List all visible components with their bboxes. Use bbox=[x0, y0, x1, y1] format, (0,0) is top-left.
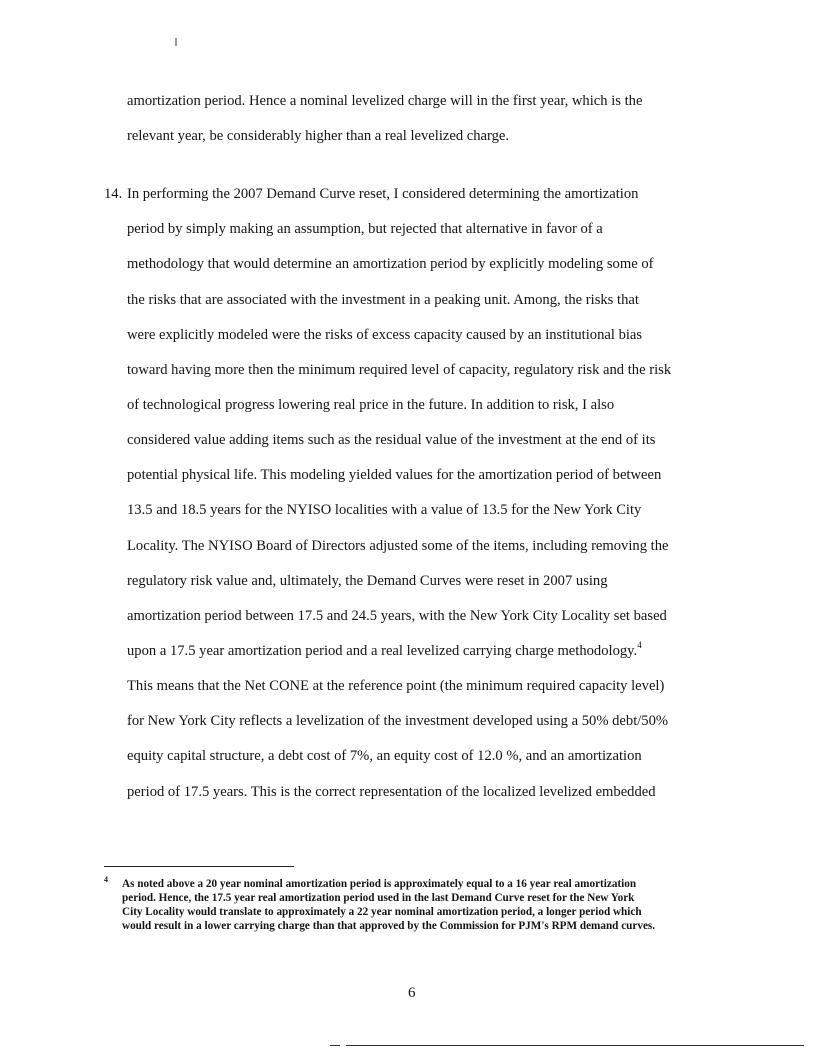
text-line: relevant year, be considerably higher than a real levelized charge. bbox=[127, 128, 510, 144]
scan-bottom-rule bbox=[346, 1045, 804, 1046]
footnote-line: As noted above a 20 year nominal amortization period is approximately equal to a 16 year real amortization bbox=[122, 878, 637, 890]
text-line: regulatory risk value and, ultimately, the Demand Curves were reset in 2007 using bbox=[127, 573, 608, 589]
text-line: 13.5 and 18.5 years for the NYISO localities with a value of 13.5 for the New York City bbox=[127, 502, 642, 518]
text-line-with-footnote bbox=[127, 640, 642, 660]
footnote-reference[interactable]: 4 bbox=[637, 640, 642, 651]
text-line: considered value adding items such as the residual value of the investment at the end of its bbox=[127, 432, 656, 448]
text-line: period of 17.5 years. This is the correct representation of the localized levelized embedded bbox=[127, 784, 656, 800]
scan-speck bbox=[175, 38, 177, 46]
footnote-line: period. Hence, the 17.5 year real amortization period used in the last Demand Curve reset for the New York bbox=[122, 892, 635, 904]
text-line: potential physical life. This modeling yielded values for the amortization period of between bbox=[127, 467, 662, 483]
text-line: of technological progress lowering real price in the future. In addition to risk, I also bbox=[127, 397, 615, 413]
text-line: equity capital structure, a debt cost of 7%, an equity cost of 12.0 %, and an amortization bbox=[127, 748, 642, 764]
text-line: In performing the 2007 Demand Curve reset, I considered determining the amortization bbox=[127, 186, 639, 202]
text-line: This means that the Net CONE at the reference point (the minimum required capacity level) bbox=[127, 678, 665, 694]
text-line: the risks that are associated with the investment in a peaking unit. Among, the risks that bbox=[127, 292, 639, 308]
text-line: toward having more then the minimum required level of capacity, regulatory risk and the risk bbox=[127, 362, 672, 378]
footnote-separator bbox=[104, 866, 294, 867]
page-number: 6 bbox=[408, 985, 416, 1001]
text-line: methodology that would determine an amortization period by explicitly modeling some of bbox=[127, 256, 654, 272]
scan-bottom-mark bbox=[330, 1045, 340, 1046]
footnote-marker: 4 bbox=[104, 875, 108, 884]
text-line: Locality. The NYISO Board of Directors adjusted some of the items, including removing the bbox=[127, 538, 669, 554]
paragraph-number: 14. bbox=[104, 186, 123, 202]
text-line: amortization period between 17.5 and 24.5 years, with the New York City Locality set based bbox=[127, 608, 667, 624]
footnote-line: would result in a lower carrying charge than that approved by the Commission for PJM's RPM demand curves. bbox=[122, 920, 656, 932]
text-line: period by simply making an assumption, but rejected that alternative in favor of a bbox=[127, 221, 603, 237]
text-line: amortization period. Hence a nominal levelized charge will in the first year, which is the bbox=[127, 93, 643, 109]
text-line: were explicitly modeled were the risks of excess capacity caused by an institutional bias bbox=[127, 327, 643, 343]
footnote-line: City Locality would translate to approximately a 22 year nominal amortization period, a longer period which bbox=[122, 906, 642, 918]
text-line: upon a 17.5 year amortization period and a real levelized carrying charge methodology. bbox=[127, 643, 638, 659]
text-line: for New York City reflects a levelization of the investment developed using a 50% debt/50% bbox=[127, 713, 669, 729]
